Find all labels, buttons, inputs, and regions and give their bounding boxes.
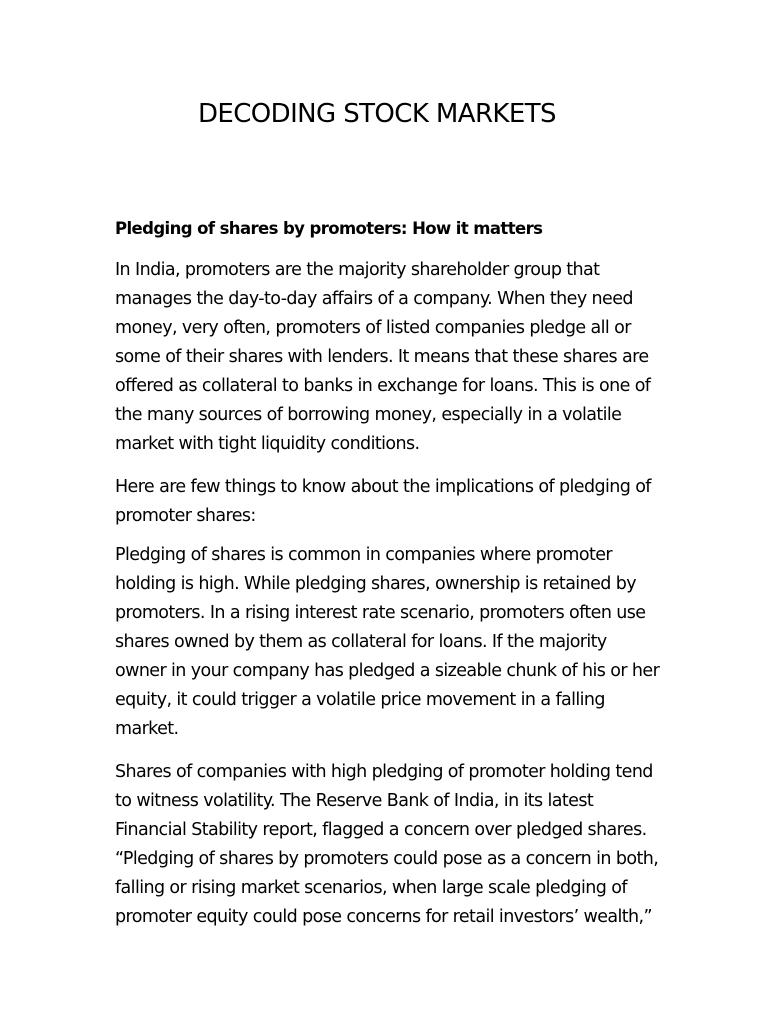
text-line: market with tight liquidity conditions.: [115, 434, 420, 454]
text-line: promoter shares:: [115, 506, 256, 526]
document-title: DECODING STOCK MARKETS: [198, 99, 556, 129]
text-line: holding is high. While pledging shares, ownership is retained by: [115, 574, 636, 594]
text-line: In India, promoters are the majority shareholder group that: [115, 260, 600, 280]
text-line: manages the day-to-day affairs of a company. When they need: [115, 289, 633, 309]
text-line: equity, it could trigger a volatile price movement in a falling: [115, 690, 605, 710]
text-line: some of their shares with lenders. It means that these shares are: [115, 347, 649, 367]
text-line: to witness volatility. The Reserve Bank of India, in its latest: [115, 791, 594, 811]
text-line: shares owned by them as collateral for loans. If the majority: [115, 632, 607, 652]
text-line: money, very often, promoters of listed companies pledge all or: [115, 318, 631, 338]
paragraph-intro: [115, 256, 650, 459]
paragraph-common-pledging: [115, 541, 659, 744]
paragraph-implications: [115, 473, 651, 531]
section-heading: Pledging of shares by promoters: How it matters: [115, 219, 543, 238]
text-line: promoters. In a rising interest rate scenario, promoters often use: [115, 603, 646, 623]
text-line: offered as collateral to banks in exchange for loans. This is one of: [115, 376, 651, 396]
text-line: Pledging of shares is common in companies where promoter: [115, 545, 613, 565]
text-line: Here are few things to know about the implications of pledging of: [115, 477, 651, 497]
text-line: owner in your company has pledged a sizeable chunk of his or her: [115, 661, 660, 681]
text-line: Shares of companies with high pledging of promoter holding tend: [115, 762, 653, 782]
text-line: falling or rising market scenarios, when large scale pledging of: [115, 878, 627, 898]
paragraph-volatility: [115, 758, 658, 932]
text-line: promoter equity could pose concerns for retail investors’ wealth,”: [115, 907, 652, 927]
text-line: market.: [115, 719, 179, 739]
text-line: Financial Stability report, flagged a concern over pledged shares.: [115, 820, 647, 840]
text-line: “Pledging of shares by promoters could pose as a concern in both,: [115, 849, 659, 869]
text-line: the many sources of borrowing money, especially in a volatile: [115, 405, 622, 425]
